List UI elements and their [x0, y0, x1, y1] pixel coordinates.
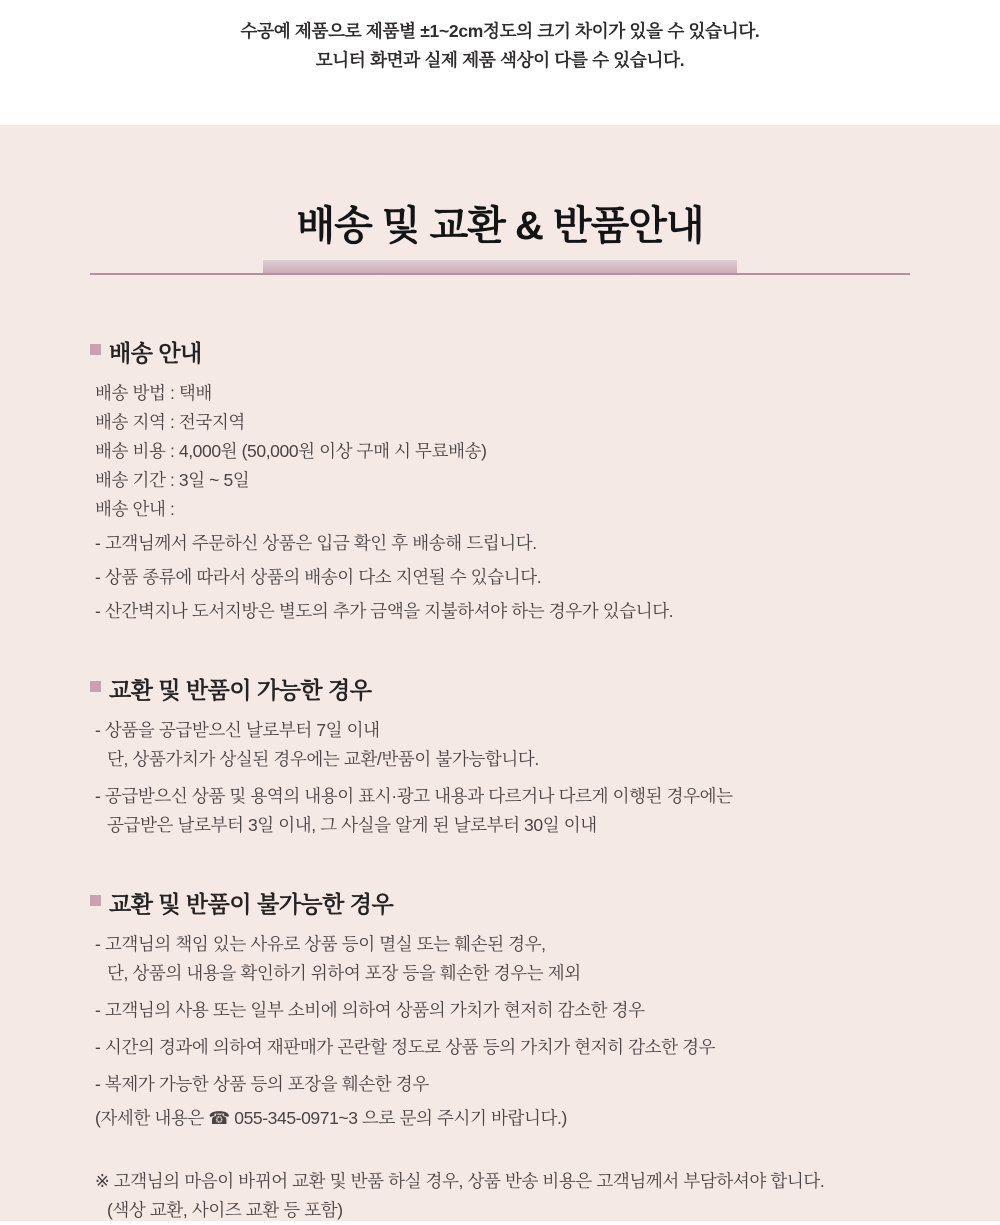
title-divider: [90, 260, 910, 275]
section-heading: [90, 335, 910, 368]
section-heading-label: 교환 및 반품이 불가능한 경우: [109, 891, 394, 917]
text-line: - 산간벽지나 도서지방은 별도의 추가 금액을 지불하셔야 하는 경우가 있습니다.: [95, 601, 674, 621]
text-line: ※ 고객님의 마음이 바뀌어 교환 및 반품 하실 경우, 상품 반송 비용은 고객님께서 부담하셔야 합니다.: [95, 1171, 825, 1191]
divider-accent-bar: [263, 260, 737, 273]
text-line: 단, 상품의 내용을 확인하기 위하여 포장 등을 훼손한 경우는 제외: [107, 963, 581, 983]
bullet-square-icon: [90, 895, 101, 906]
contact-phone-line: (자세한 내용은 ☎ 055-345-0971~3 으로 문의 주시기 바랍니다.): [95, 1108, 567, 1128]
text-line: - 상품을 공급받으신 날로부터 7일 이내: [95, 720, 380, 740]
notice-line: 수공예 제품으로 제품별 ±1~2cm정도의 크기 차이가 있을 수 있습니다.: [240, 21, 760, 41]
text-line: 배송 기간 : 3일 ~ 5일: [95, 470, 250, 490]
section-exchange-possible: [90, 672, 910, 840]
section-exchange-impossible: [90, 886, 910, 1133]
text-line: - 시간의 경과에 의하여 재판매가 곤란할 정도로 상품 등의 가치가 현저히 감소한 경우: [95, 1037, 716, 1057]
text-line: 배송 지역 : 전국지역: [95, 412, 245, 432]
shipping-return-panel: [0, 125, 1000, 1221]
text-line: - 상품 종류에 따라서 상품의 배송이 다소 지연될 수 있습니다.: [95, 567, 542, 587]
section-heading: [90, 672, 910, 705]
divider-rule: [90, 273, 910, 275]
text-line: 배송 방법 : 택배: [95, 383, 212, 403]
return-cost-note: [90, 1167, 910, 1225]
text-line: - 복제가 가능한 상품 등의 포장을 훼손한 경우: [95, 1074, 429, 1094]
notice-line: 모니터 화면과 실제 제품 색상이 다를 수 있습니다.: [315, 50, 685, 70]
section-heading-label: 교환 및 반품이 가능한 경우: [109, 677, 372, 703]
text-line: 배송 안내 :: [95, 499, 175, 519]
text-line: - 고객님의 사용 또는 일부 소비에 의하여 상품의 가치가 현저히 감소한 경우: [95, 1000, 645, 1020]
section-heading-label: 배송 안내: [109, 340, 202, 366]
panel-content: [0, 335, 1000, 1225]
bullet-square-icon: [90, 344, 101, 355]
text-line: - 고객님의 책임 있는 사유로 상품 등이 멸실 또는 훼손된 경우,: [95, 934, 546, 954]
text-line: 공급받은 날로부터 3일 이내, 그 사실을 알게 된 날로부터 30일 이내: [107, 815, 597, 835]
bullet-square-icon: [90, 681, 101, 692]
text-line: 단, 상품가치가 상실된 경우에는 교환/반품이 불가능합니다.: [107, 749, 539, 769]
text-line: - 고객님께서 주문하신 상품은 입금 확인 후 배송해 드립니다.: [95, 533, 537, 553]
text-line: 배송 비용 : 4,000원 (50,000원 이상 구매 시 무료배송): [95, 441, 487, 461]
page-title: 배송 및 교환 & 반품안내: [296, 204, 704, 248]
product-caution-notice: [0, 0, 1000, 125]
text-line: (색상 교환, 사이즈 교환 등 포함): [107, 1200, 343, 1220]
section-shipping-info: [90, 335, 910, 626]
text-line: - 공급받으신 상품 및 용역의 내용이 표시·광고 내용과 다르거나 다르게 이행된 경우에는: [95, 786, 733, 806]
section-heading: [90, 886, 910, 919]
